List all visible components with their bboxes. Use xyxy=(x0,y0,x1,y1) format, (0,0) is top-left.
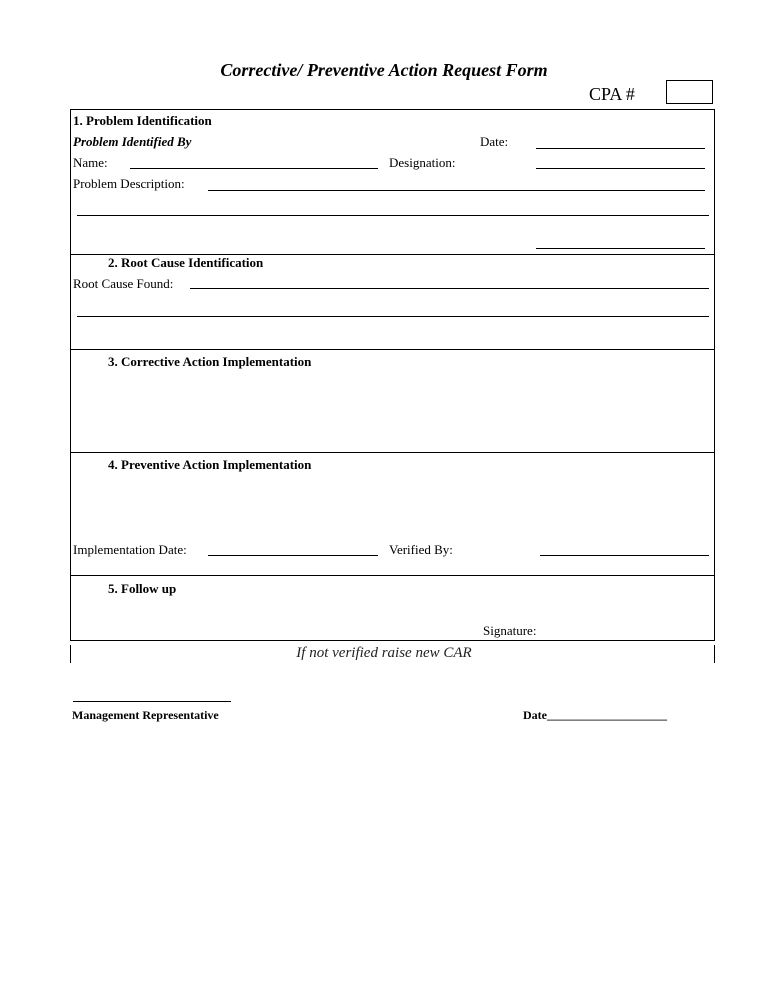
footer-date-label: Date____________________ xyxy=(523,708,667,722)
problem-description-field[interactable] xyxy=(208,190,705,191)
implementation-date-label: Implementation Date: xyxy=(73,542,187,557)
verified-by-label: Verified By: xyxy=(389,542,453,557)
root-cause-line-2[interactable] xyxy=(77,316,709,317)
verified-by-field[interactable] xyxy=(540,555,709,556)
cpa-number-field[interactable] xyxy=(666,80,713,104)
section4-heading: 4. Preventive Action Implementation xyxy=(108,457,312,472)
form-title: Corrective/ Preventive Action Request Form xyxy=(220,60,548,80)
section2-heading: 2. Root Cause Identification xyxy=(108,255,264,270)
name-field[interactable] xyxy=(130,168,378,169)
section5-heading: 5. Follow up xyxy=(108,581,177,596)
management-rep-signature-line[interactable] xyxy=(73,701,231,702)
cpa-label: CPA # xyxy=(589,84,635,104)
root-cause-field[interactable] xyxy=(190,288,709,289)
designation-label: Designation: xyxy=(389,155,456,170)
verification-note: If not verified raise new CAR xyxy=(296,645,472,661)
root-cause-label: Root Cause Found: xyxy=(73,276,174,291)
problem-identified-by-label: Problem Identified By xyxy=(73,134,192,149)
implementation-date-field[interactable] xyxy=(208,555,378,556)
designation-field[interactable] xyxy=(536,168,705,169)
name-label: Name: xyxy=(73,155,108,170)
section1-heading: 1. Problem Identification xyxy=(73,113,212,128)
section3-heading: 3. Corrective Action Implementation xyxy=(108,354,312,369)
problem-description-line-2[interactable] xyxy=(77,215,709,216)
management-rep-label: Management Representative xyxy=(72,708,219,722)
problem-description-label: Problem Description: xyxy=(73,176,185,191)
date-field[interactable] xyxy=(536,148,705,149)
problem-signature-line[interactable] xyxy=(536,248,705,249)
signature-label: Signature: xyxy=(483,623,537,638)
date-label: Date: xyxy=(480,134,509,149)
